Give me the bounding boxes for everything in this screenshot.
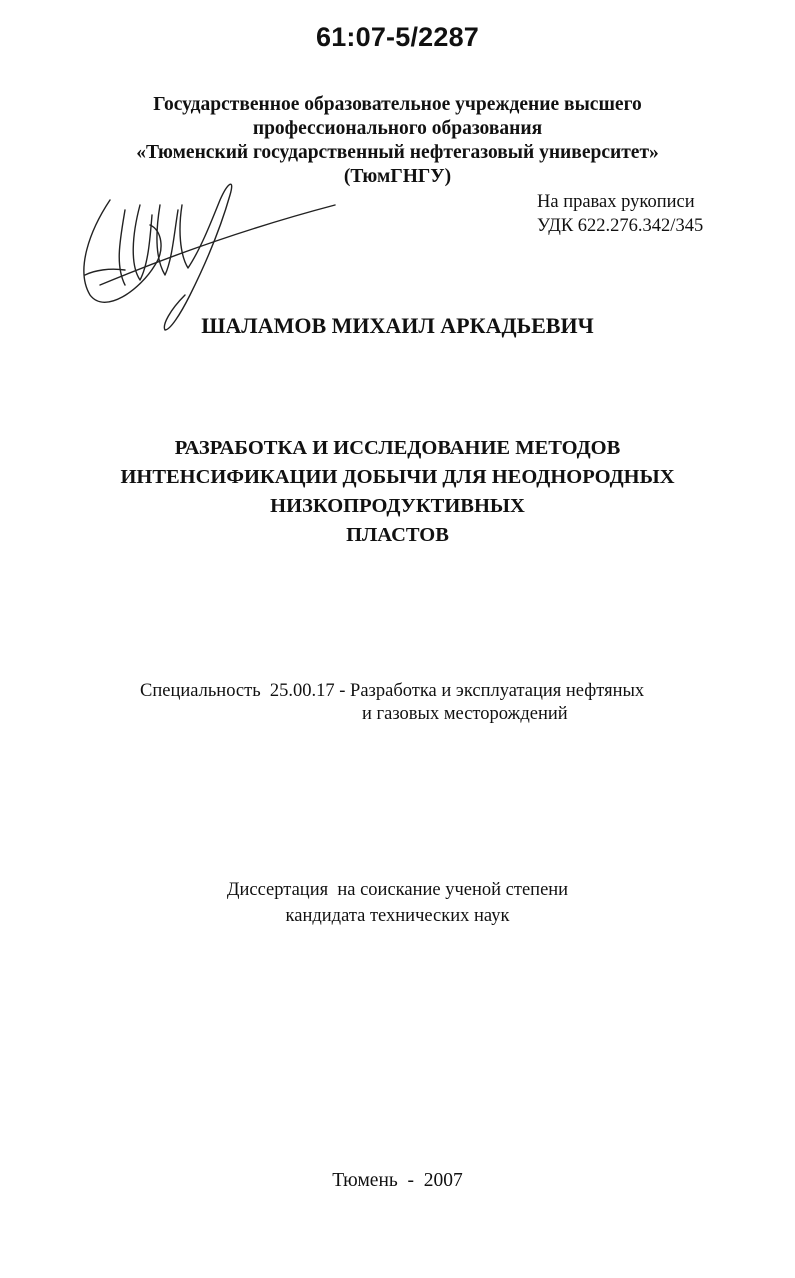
specialty-line: Специальность 25.00.17 - Разработка и эксплуатация нефтяных <box>140 681 645 701</box>
manuscript-rights: На правах рукописи <box>537 192 695 212</box>
title-line: ИНТЕНСИФИКАЦИИ ДОБЫЧИ ДЛЯ НЕОДНОРОДНЫХ <box>120 466 675 488</box>
title-line: НИЗКОПРОДУКТИВНЫХ <box>270 495 525 517</box>
title-line: ПЛАСТОВ <box>346 524 449 546</box>
degree-line: Диссертация на соискание ученой степени <box>226 880 569 900</box>
institution-line: профессионального образования <box>252 118 543 139</box>
author-name: ШАЛАМОВ МИХАИЛ АРКАДЬЕВИЧ <box>201 313 594 338</box>
rights-block <box>537 190 703 238</box>
specialty-block <box>140 680 644 726</box>
document-code: 61:07-5/2287 <box>315 22 480 52</box>
specialty-line: и газовых месторождений <box>362 704 568 724</box>
title-line: РАЗРАБОТКА И ИССЛЕДОВАНИЕ МЕТОДОВ <box>174 437 621 459</box>
institution-line: Государственное образовательное учреждение высшего <box>153 94 642 115</box>
city-year: Тюмень - 2007 <box>332 1170 463 1191</box>
institution-line: (ТюмГНГУ) <box>343 166 452 187</box>
thesis-title <box>60 434 735 550</box>
institution-line: «Тюменский государственный нефтегазовый университет» <box>136 142 659 163</box>
udc-code: УДК 622.276.342/345 <box>537 216 704 236</box>
degree-line: кандидата технических наук <box>285 906 510 926</box>
degree-block <box>0 877 795 929</box>
